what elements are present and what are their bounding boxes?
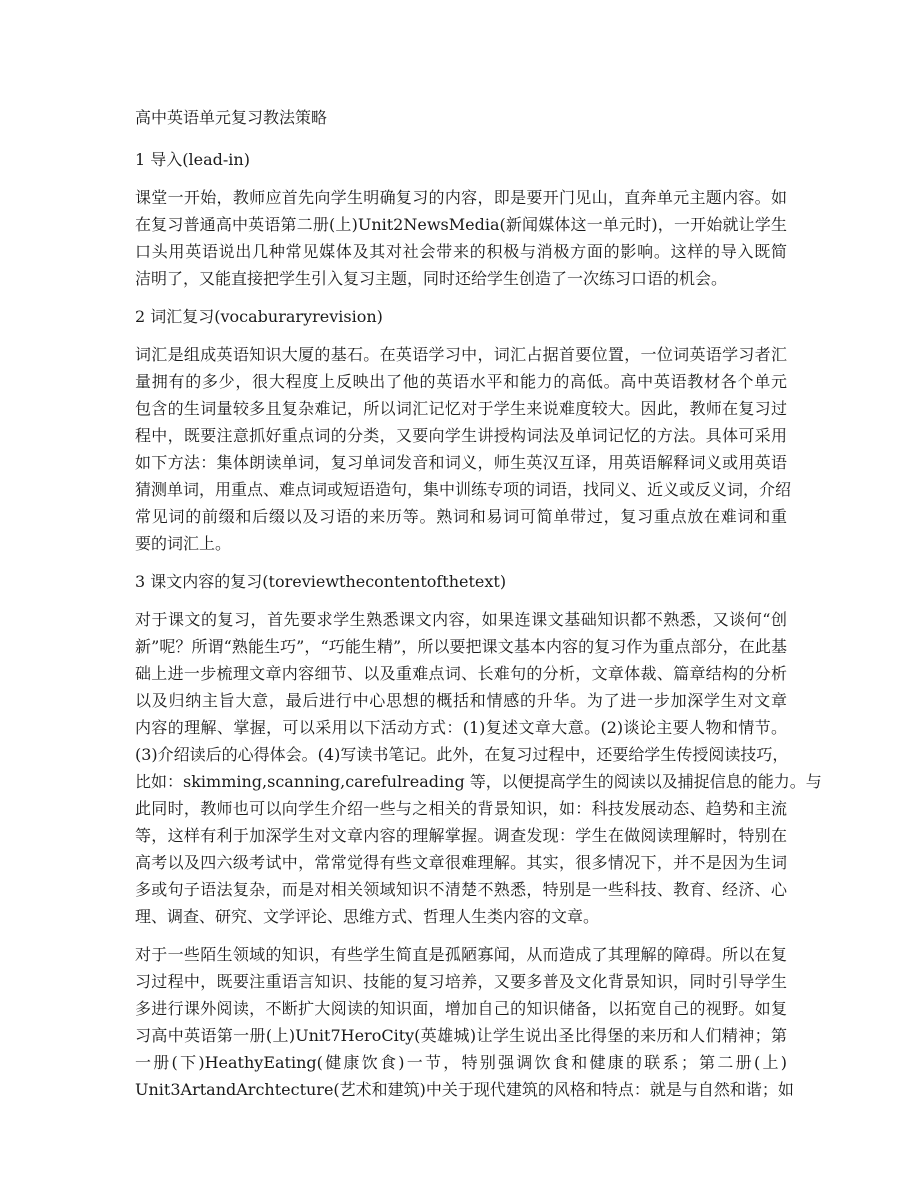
paragraph-line: 一册(下)HeathyEating(健康饮食)一节，特别强调饮食和健康的联系；第二册(上)	[135, 1053, 787, 1072]
paragraph-line: 在复习普通高中英语第二册(上)Unit2NewsMedia(新闻媒体这一单元时)，一开始就让学生	[135, 215, 787, 234]
paragraph-line: 以及归纳主旨大意，最后进行中心思想的概括和情感的升华。为了进一步加深学生对文章	[135, 691, 787, 710]
section-heading: 1 导入(lead-in)	[135, 150, 250, 169]
paragraph-line: 新”呢？所谓“熟能生巧”，“巧能生精”，所以要把课文基本内容的复习作为重点部分，在此基	[135, 637, 787, 656]
document-title: 高中英语单元复习教法策略	[135, 108, 328, 127]
paragraph-line: 比如：skimming,scanning,carefulreading 等，以便提高学生的阅读以及捕捉信息的能力。与	[135, 772, 822, 791]
paragraph-line: 课堂一开始，教师应首先向学生明确复习的内容，即是要开门见山，直奔单元主题内容。如	[135, 188, 787, 207]
paragraph-line: 量拥有的多少，很大程度上反映出了他的英语水平和能力的高低。高中英语教材各个单元	[135, 372, 787, 391]
paragraph-line: 础上进一步梳理文章内容细节、以及重难点词、长难句的分析，文章体裁、篇章结构的分析	[135, 664, 787, 683]
paragraph-line: 程中，既要注意抓好重点词的分类，又要向学生讲授构词法及单词记忆的方法。具体可采用	[135, 426, 787, 445]
paragraph-line: 对于一些陌生领域的知识，有些学生简直是孤陋寡闻，从而造成了其理解的障碍。所以在复	[135, 945, 787, 964]
paragraph-line: 对于课文的复习，首先要求学生熟悉课文内容，如果连课文基础知识都不熟悉，又谈何“创	[135, 610, 787, 629]
paragraph-line: 习过程中，既要注重语言知识、技能的复习培养，又要多普及文化背景知识，同时引导学生	[135, 972, 787, 991]
paragraph-line: 此同时，教师也可以向学生介绍一些与之相关的背景知识，如：科技发展动态、趋势和主流	[135, 799, 787, 818]
paragraph-line: 习高中英语第一册(上)Unit7HeroCity(英雄城)让学生说出圣比得堡的来历和人们精神；第	[135, 1026, 787, 1045]
paragraph-line: 理、调查、研究、文学评论、思维方式、哲理人生类内容的文章。	[135, 907, 600, 926]
paragraph	[135, 606, 822, 930]
paragraph-line: 多进行课外阅读，不断扩大阅读的知识面，增加自己的知识储备，以拓宽自己的视野。如复	[135, 999, 787, 1018]
section-heading: 3 课文内容的复习(toreviewthecontentofthetext)	[135, 572, 507, 591]
paragraph	[135, 941, 794, 1103]
paragraph-line: Unit3ArtandArchtecture(艺术和建筑)中关于现代建筑的风格和特点：就是与自然和谐；如	[135, 1080, 794, 1099]
paragraph	[135, 341, 792, 557]
document-page	[135, 104, 822, 1114]
document-body	[135, 146, 822, 1103]
paragraph-line: 常见词的前缀和后缀以及习语的来历等。熟词和易词可简单带过，复习重点放在难词和重	[135, 507, 787, 526]
paragraph-line: 高考以及四六级考试中，常常觉得有些文章很难理解。其实，很多情况下，并不是因为生词	[135, 853, 787, 872]
paragraph-line: 洁明了，又能直接把学生引入复习主题，同时还给学生创造了一次练习口语的机会。	[135, 269, 728, 288]
paragraph-line: 要的词汇上。	[135, 534, 232, 553]
paragraph	[135, 184, 787, 292]
paragraph-line: 猜测单词，用重点、难点词或短语造句，集中训练专项的词语，找同义、近义或反义词，介绍	[135, 480, 792, 499]
paragraph-line: 内容的理解、掌握，可以采用以下活动方式：(1)复述文章大意。(2)谈论主要人物和情节。	[135, 718, 787, 737]
paragraph-line: 如下方法：集体朗读单词，复习单词发音和词义，师生英汉互译，用英语解释词义或用英语	[135, 453, 787, 472]
paragraph-line: 口头用英语说出几种常见媒体及其对社会带来的积极与消极方面的影响。这样的导入既简	[135, 242, 787, 261]
paragraph-line: (3)介绍读后的心得体会。(4)写读书笔记。此外，在复习过程中，还要给学生传授阅读技巧，	[135, 745, 789, 764]
paragraph-line: 包含的生词量较多且复杂难记，所以词汇记忆对于学生来说难度较大。因此，教师在复习过	[135, 399, 787, 418]
section-heading: 2 词汇复习(vocaburaryrevision)	[135, 307, 383, 326]
paragraph-line: 多或句子语法复杂，而是对相关领域知识不清楚不熟悉，特别是一些科技、教育、经济、心	[135, 880, 787, 899]
paragraph-line: 等，这样有利于加深学生对文章内容的理解掌握。调查发现：学生在做阅读理解时，特别在	[135, 826, 787, 845]
paragraph-line: 词汇是组成英语知识大厦的基石。在英语学习中，词汇占据首要位置，一位词英语学习者汇	[135, 345, 787, 364]
